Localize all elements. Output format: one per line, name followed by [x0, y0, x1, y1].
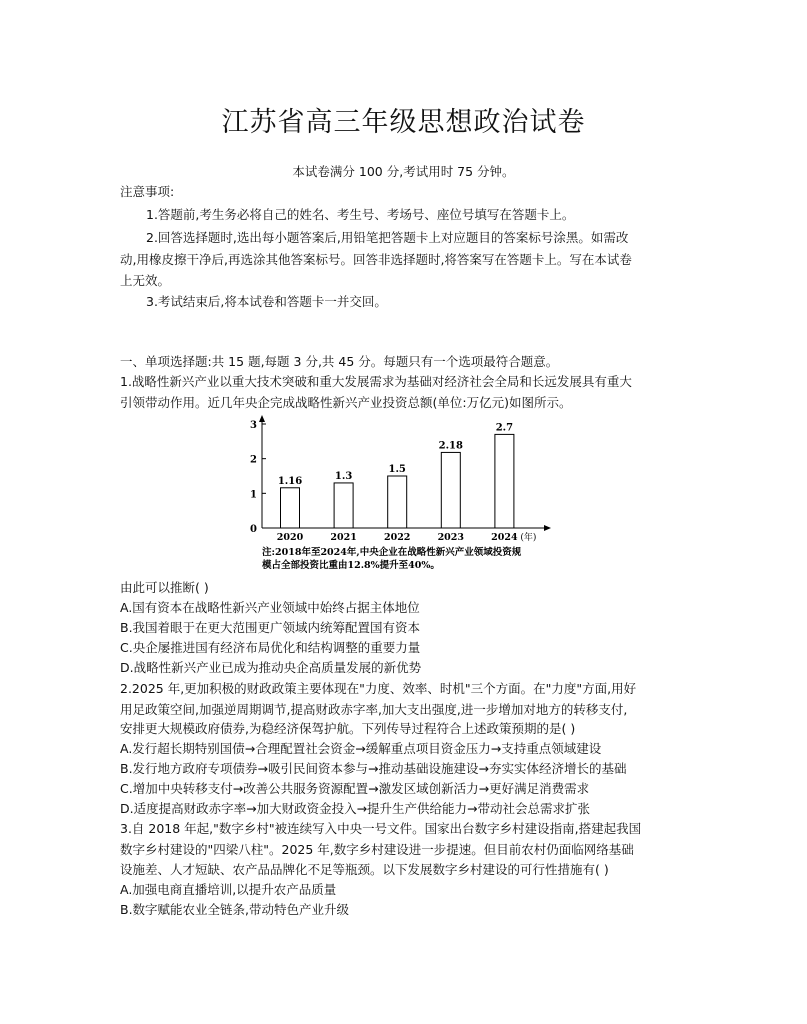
x-axis-arrow — [544, 525, 551, 531]
x-tick-label: 2022 — [383, 532, 411, 543]
question-2-stem: 用足政策空间,加强逆周期调节,提高财政赤字率,加大支出强度,进一步增加对地方的转移支付, — [120, 702, 628, 717]
y-axis-arrow — [259, 415, 265, 422]
option-d: D.战略性新兴产业已成为推动央企高质量发展的新优势 — [120, 660, 422, 675]
y-tick-label: 2 — [250, 454, 257, 466]
option-a: A.发行超长期特别国债→合理配置社会资金→缓解重点项目资金压力→支持重点领域建设 — [120, 741, 602, 756]
option-a: A.加强电商直播培训,以提升农产品质量 — [120, 882, 337, 897]
page-title: 江苏省高三年级思想政治试卷 — [221, 107, 586, 138]
option-b: B.发行地方政府专项债券→吸引民间资本参与→推动基础设施建设→夯实实体经济增长的基础 — [120, 761, 627, 776]
question-1-stem: 1.战略性新兴产业以重大技术突破和重大发展需求为基础对经济社会全局和长远发展具有重大 — [120, 374, 632, 389]
notice-item: 动,用橡皮擦干净后,再选涂其他答案标号。回答非选择题时,将答案写在答题卡上。写在本试卷 — [120, 252, 632, 267]
bar — [388, 476, 407, 528]
chart-note: 注:2018年至2024年,中央企业在战略性新兴产业领域投资规 — [262, 547, 522, 558]
bar — [495, 434, 514, 528]
notice-item: 上无效。 — [120, 273, 171, 288]
question-3-stem: 3.自 2018 年起,"数字乡村"被连续写入中央一号文件。国家出台数字乡村建设指南,搭建起我国 — [120, 821, 642, 836]
question-3-stem: 数字乡村建设的"四梁八柱"。2025 年,数字乡村建设进一步提速。但目前农村仍面临网络基础 — [120, 842, 634, 857]
option-c: C.央企屡推进国有经济布局优化和结构调整的重要力量 — [120, 640, 421, 655]
chart-note: 模占全部投资比重由12.8%提升至40%。 — [262, 560, 440, 570]
data-label: 1.3 — [334, 470, 353, 482]
x-unit-label: (年) — [520, 533, 537, 543]
question-2-stem: 2.2025 年,更加积极的财政政策主要体现在"力度、效率、时机"三个方面。在"力度"方面,用好 — [120, 681, 637, 696]
data-label: 2.7 — [495, 422, 514, 434]
y-tick-label: 1 — [250, 489, 257, 501]
notice-item: 2.回答选择题时,选出每小题答案后,用铅笔把答题卡上对应题目的答案标号涂黑。如需改 — [146, 230, 629, 245]
section-heading: 一、单项选择题:共 15 题,每题 3 分,共 45 分。每题只有一个选项最符合题意。 — [120, 354, 559, 369]
option-c: C.增加中央转移支付→改善公共服务资源配置→激发区域创新活力→更好满足消费需求 — [120, 781, 590, 796]
option-a: A.国有资本在战略性新兴产业领域中始终占据主体地位 — [120, 600, 420, 615]
x-tick-label: 2021 — [330, 532, 357, 543]
bar — [334, 483, 353, 528]
y-tick-label: 0 — [250, 524, 257, 535]
question-1-stem: 引领带动作用。近几年央企完成战略性新兴产业投资总额(单位:万亿元)如图所示。 — [120, 395, 572, 410]
notice-item: 1.答题前,考生务必将自己的姓名、考生号、考场号、座位号填写在答题卡上。 — [146, 207, 575, 222]
option-b: B.我国着眼于在更大范围更广领域内统筹配置国有资本 — [120, 620, 421, 635]
question-1-prompt: 由此可以推断( ) — [120, 580, 209, 595]
investment-bar-chart — [240, 412, 560, 570]
bar — [441, 452, 460, 528]
data-label: 1.16 — [277, 475, 303, 487]
exam-subtitle: 本试卷满分 100 分,考试用时 75 分钟。 — [292, 164, 515, 179]
x-tick-label: 2023 — [437, 532, 465, 543]
data-label: 2.18 — [438, 440, 463, 452]
question-2-stem: 安排更大规模政府债券,为稳经济保驾护航。下列传导过程符合上述政策预期的是( ) — [120, 721, 576, 736]
x-tick-label: 2024 — [491, 532, 518, 543]
notice-heading: 注意事项: — [120, 184, 175, 199]
option-d: D.适度提高财政赤字率→加大财政资金投入→提升生产供给能力→带动社会总需求扩张 — [120, 801, 591, 816]
notice-item: 3.考试结束后,将本试卷和答题卡一并交回。 — [146, 294, 387, 309]
y-tick-label: 3 — [250, 420, 257, 431]
question-3-stem: 设施差、人才短缺、农产品品牌化不足等瓶颈。以下发展数字乡村建设的可行性措施有( ) — [120, 862, 609, 877]
bar — [281, 488, 300, 528]
option-b: B.数字赋能农业全链条,带动特色产业升级 — [120, 902, 350, 917]
data-label: 1.5 — [388, 464, 406, 475]
x-tick-label: 2020 — [276, 532, 304, 543]
